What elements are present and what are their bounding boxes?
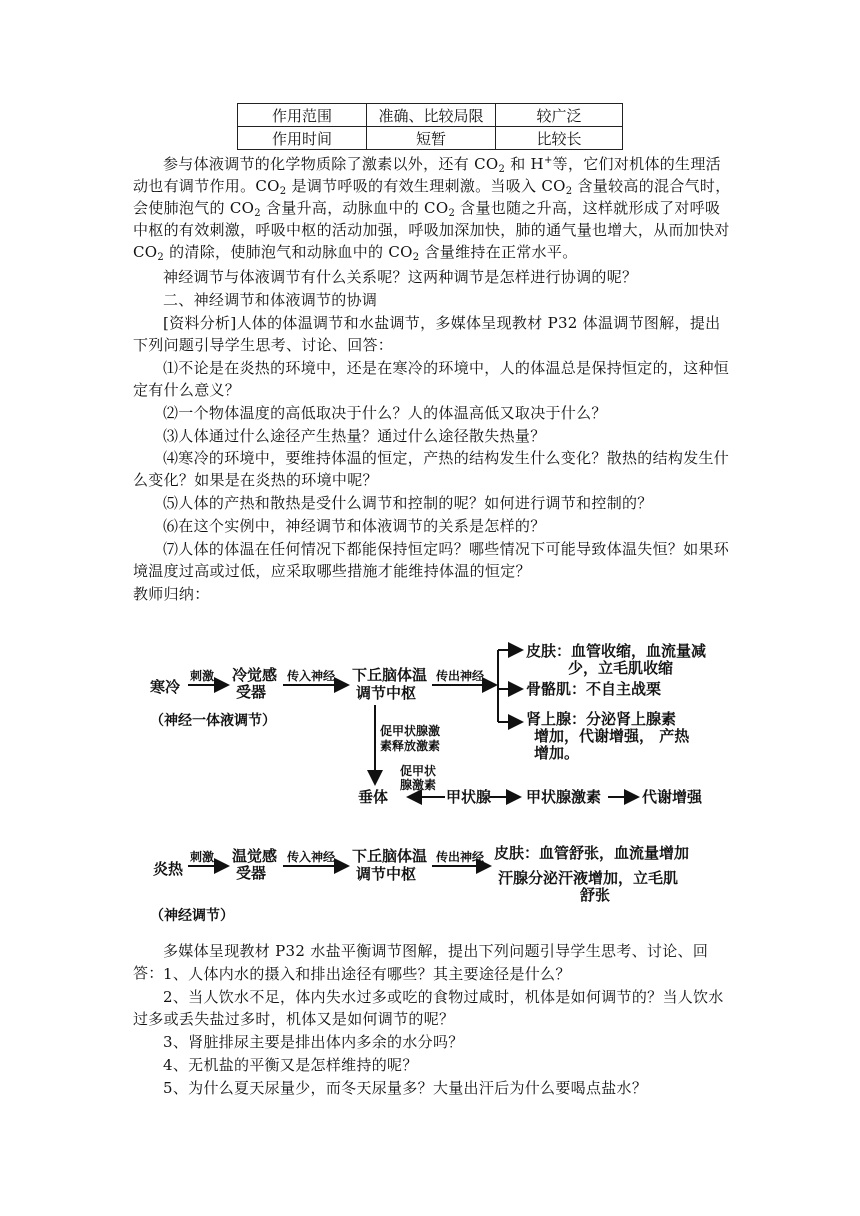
text-run: 和 H [505,155,544,173]
text-run: 含量也随之升高，这样就形成了对呼吸中枢的有效刺激，呼吸中枢的活动加强，呼吸加深加快，肺的通气量也增大，从而加快对 CO [133,199,730,261]
skin-hot-label: 皮肤：血管舒张，血流量增加 [494,844,690,862]
text-run: 含量较高的混合气时，会使肺泡气的 CO [133,177,731,217]
water-question-5: 5、为什么夏天尿量少，而冬天尿量多？大量出汗后为什么要喝点盐水？ [163,1079,648,1097]
adrenal-label: 增加，代谢增强， 产热 [534,727,690,745]
neuro-humoral-label: （神经一体液调节） [150,713,276,729]
cold-receptor-label: 受器 [236,683,267,701]
subscript: 2 [448,208,456,219]
hot-label: 炎热 [153,860,184,878]
sweat-label: 汗腺分泌汗液增加，立毛肌 [498,869,679,887]
water-question-1: 1、人体内水的摄入和排出途径有哪些？其主要途径是什么？ [163,965,571,983]
warm-receptor-label: 受器 [236,864,267,882]
efferent-nerve-label: 传出神经 [436,669,485,683]
cold-label: 寒冷 [150,678,181,696]
table-cell: 短暂 [367,127,496,150]
subscript: 2 [254,208,261,219]
superscript: + [543,155,553,166]
neural-label: （神经调节） [150,908,234,924]
pituitary-label: 垂体 [358,788,389,806]
subscript: 2 [565,186,573,197]
metabolism-label: 代谢增强 [642,788,703,806]
water-intro: 多媒体呈现教材 P32 水盐平衡调节图解，提出下列问题引导学生思考、讨论、回答： [133,942,709,982]
teacher-summary: 教师归纳： [133,585,210,603]
water-question-2: 2、当人饮水不足，体内失水过多或吃的食物过咸时，机体是如何调节的？当人饮水过多或丢失盐过多时，机体又是如何调节的呢？ [133,988,724,1028]
center-label: 调节中枢 [356,865,417,883]
trh-label: 促甲状腺激 [380,724,441,738]
table-cell: 作用时间 [238,127,367,150]
text-run: 的清除，使肺泡气和动脉血中的 CO [164,243,413,261]
sweat-label: 舒张 [580,886,611,904]
text-run: 参与体液调节的化学物质除了激素以外，还有 CO [163,155,499,173]
trh-label: 素释放激素 [380,739,441,753]
subscript: 2 [157,252,165,263]
center-label: 下丘脑体温 [352,666,428,684]
center-label: 调节中枢 [356,684,417,702]
center-label: 下丘脑体温 [352,847,428,865]
text-run: 是调节呼吸的有效生理刺激。当吸入 CO [286,177,566,195]
water-question-3: 3、肾脏排尿主要是排出体内多余的水分吗？ [163,1033,464,1051]
stimulus-label: 刺激 [190,850,215,864]
subscript: 2 [498,164,506,175]
temp-question-7: ⑺人体的体温在任何情况下都能保持恒定吗？哪些情况下可能导致体温失恒？如果环境温度过高或过低，应采取哪些措施才能维持体温的恒定？ [133,540,730,580]
relation-question: 神经调节与体液调节有什么关系呢？这两种调节是怎样进行协调的呢？ [163,268,638,286]
cold-receptor-label: 冷觉感 [232,666,278,684]
material-intro: [资料分析]人体的体温调节和水盐调节，多媒体呈现教材 P32 体温调节图解，提出下列问题引导学生思考、讨论、回答： [133,314,721,354]
temp-question-4: ⑷寒冷的环境中，要维持体温的恒定，产热的结构发生什么变化？散热的结构发生什么变化？如果是在炎热的环境中呢？ [133,449,730,489]
temp-question-6: ⑹在这个实例中，神经调节和体液调节的关系是怎样的？ [163,517,546,535]
temp-question-1: ⑴不论是在炎热的环境中，还是在寒冷的环境中，人的体温总是保持恒定的，这种恒定有什么意义？ [133,359,730,399]
efferent-nerve-label: 传出神经 [436,850,485,864]
table-cell: 准确、比较局限 [367,104,496,127]
table-cell: 比较长 [496,127,623,150]
text-run: 含量升高，动脉血中的 CO [260,199,449,217]
skin-cold-label: 皮肤：血管收缩，血流量减 [526,642,707,660]
thyroid-label: 甲状腺 [446,788,492,806]
text-run: 含量维持在正常水平。 [419,243,578,261]
afferent-nerve-label: 传入神经 [287,850,336,864]
tsh-label: 促甲状 [400,764,437,778]
skin-cold-label: 少，立毛肌收缩 [568,659,674,677]
stimulus-label: 刺激 [190,669,215,683]
subscript: 2 [279,186,287,197]
water-question-4: 4、无机盐的平衡又是怎样维持的呢？ [163,1056,418,1074]
muscle-label: 骨骼肌：不自主战栗 [526,680,662,698]
warm-receptor-label: 温觉感 [232,847,278,865]
table-cell: 作用范围 [238,104,367,127]
temp-question-2: ⑵一个物体温度的高低取决于什么？人的体温高低又取决于什么？ [163,404,607,422]
subscript: 2 [412,252,420,263]
afferent-nerve-label: 传入神经 [287,669,336,683]
thyroxine-label: 甲状腺激素 [526,788,602,806]
temp-question-5: ⑸人体的产热和散热是受什么调节和控制的呢？如何进行调节和控制的？ [163,494,653,512]
section-heading: 二、神经调节和体液调节的协调 [163,291,378,309]
adrenal-label: 肾上腺：分泌肾上腺素 [526,710,677,728]
adrenal-label: 增加。 [534,744,580,762]
table-cell: 较广泛 [496,104,623,127]
text-run: 等，它们对机体的生理活动也有调节作用。CO [133,155,721,195]
tsh-label: 腺激素 [400,778,437,792]
temp-question-3: ⑶人体通过什么途径产生热量？通过什么途径散失热量？ [163,427,546,445]
